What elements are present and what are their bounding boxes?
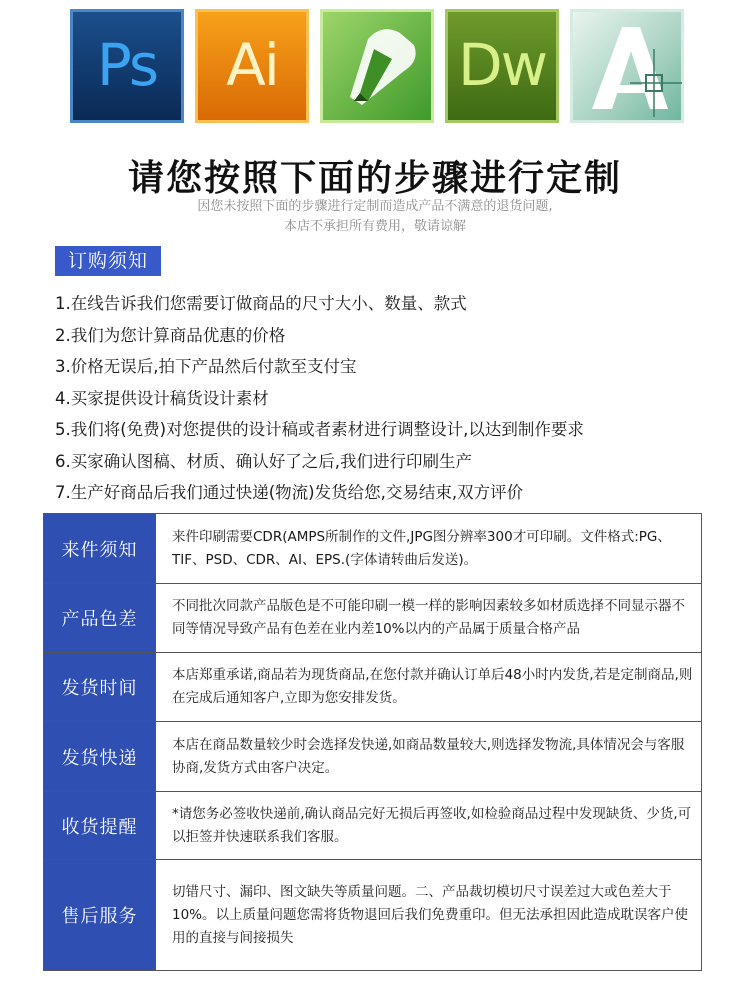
- illustrator-icon: Ai: [195, 9, 309, 123]
- info-row-file-notice: [44, 514, 701, 584]
- software-icons: [70, 9, 682, 123]
- info-label: 售后服务: [44, 860, 156, 970]
- info-row-after-sales: [44, 860, 701, 970]
- info-text: 本店在商品数量较少时会选择发快递,如商品数量较大,则选择发物流,具体情况会与客服协商,发货方式由客户决定。: [172, 736, 685, 776]
- info-label: 来件须知: [44, 514, 156, 583]
- order-notice-badge: 订购须知: [55, 246, 161, 276]
- autocad-icon: [570, 9, 684, 123]
- step-item: 6.买家确认图稿、材质、确认好了之后,我们进行印刷生产: [55, 451, 472, 471]
- step-item: 1.在线告诉我们您需要订做商品的尺寸大小、数量、款式: [55, 294, 467, 313]
- info-row-receipt-reminder: [44, 792, 701, 860]
- info-row-shipping-courier: [44, 722, 701, 792]
- step-item: 3.价格无误后,拍下产品然后付款至支付宝: [55, 357, 357, 376]
- info-label: 发货时间: [44, 653, 156, 721]
- info-label: 发货快递: [44, 722, 156, 791]
- info-text: 不同批次同款产品版色是不可能印刷一模一样的影响因素较多如材质选择不同显示器不同等情况导致产品有色差在业内差10%以内的产品属于质量合格产品: [172, 598, 685, 637]
- disclaimer-line-2: 本店不承担所有费用，敬请谅解: [283, 219, 466, 234]
- info-label: 产品色差: [44, 584, 156, 652]
- step-item: 2.我们为您计算商品优惠的价格: [55, 325, 286, 345]
- step-item: 7.生产好商品后我们通过快递(物流)发货给您,交易结束,双方评价: [55, 483, 524, 502]
- coreldraw-icon: [320, 9, 434, 123]
- info-row-shipping-time: [44, 653, 701, 722]
- info-row-color-difference: [44, 584, 701, 653]
- info-text: 来件印刷需要CDR(AMPS所制作的文件,JPG图分辨率300才可印刷。文件格式:PG、TIF、PSD、CDR、AI、EPS.(字体请转曲后发送)。: [172, 528, 671, 568]
- order-steps: [55, 288, 735, 509]
- page-title: 请您按照下面的步骤进行定制: [127, 158, 622, 199]
- info-text: *请您务必签收快递前,确认商品完好无损后再签收,如检验商品过程中发现缺货、少货,可以拒签并快速联系我们客服。: [172, 805, 692, 845]
- info-text: 切错尺寸、漏印、图文缺失等质量问题。二、产品裁切模切尺寸误差过大或色差大于10%。以上质量问题您需将货物退回后我们免费重印。但无法承担因此造成耽误客户使用的直接与间接损失: [172, 883, 689, 946]
- info-table: [43, 513, 702, 971]
- disclaimer-line-1: 因您未按照下面的步骤进行定制而造成产品不满意的退货问题,: [197, 199, 553, 214]
- step-item: 5.我们将(免费)对您提供的设计稿或者素材进行调整设计,以达到制作要求: [55, 420, 584, 439]
- photoshop-icon: Ps: [70, 9, 184, 123]
- dreamweaver-icon: Dw: [445, 9, 559, 123]
- step-item: 4.买家提供设计稿货设计素材: [55, 388, 269, 408]
- disclaimer: [0, 197, 750, 237]
- info-text: 本店郑重承诺,商品若为现货商品,在您付款并确认订单后48小时内发货,若是定制商品,则在完成后通知客户,立即为您安排发货。: [172, 667, 693, 706]
- info-label: 收货提醒: [44, 792, 156, 859]
